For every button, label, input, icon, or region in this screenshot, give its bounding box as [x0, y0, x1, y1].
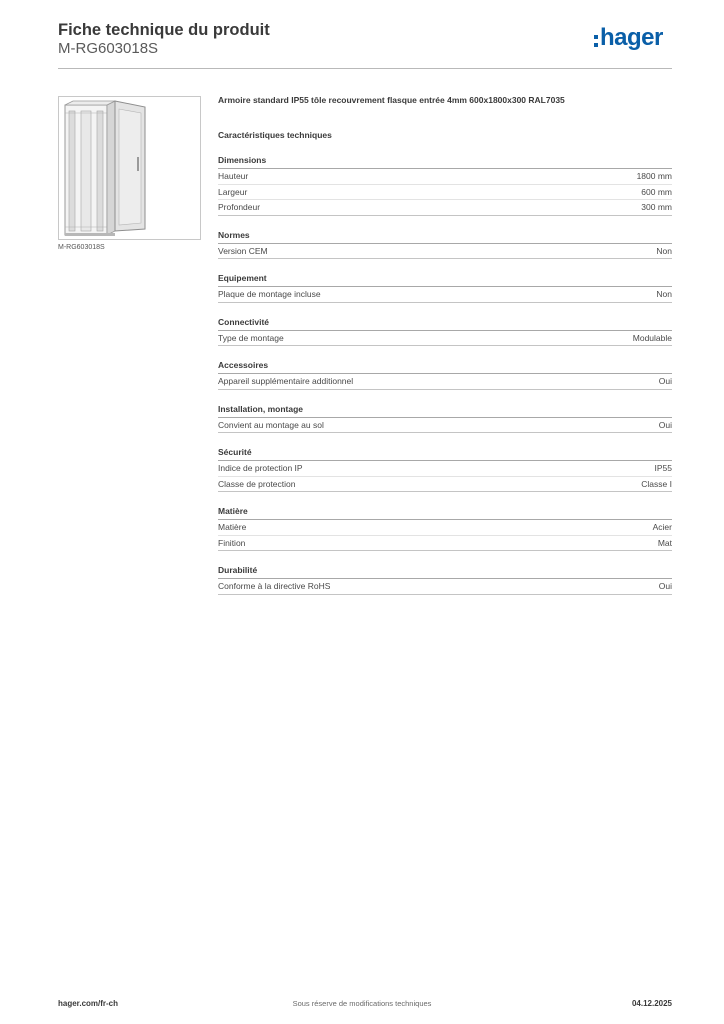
spec-value: IP55 [654, 463, 672, 473]
spec-row [218, 536, 672, 552]
spec-row [218, 579, 672, 595]
spec-group-title: Dimensions [218, 154, 672, 169]
spec-value: 600 mm [641, 186, 672, 197]
spec-group-title: Installation, montage [218, 403, 672, 418]
spec-group [218, 316, 672, 347]
spec-label: Type de montage [218, 332, 284, 343]
logo-text: hager [600, 24, 663, 51]
enclosure-cabinet-icon [59, 97, 200, 239]
spec-value: Oui [658, 581, 672, 591]
spec-group [218, 403, 672, 434]
spec-group-title: Durabilité [218, 564, 672, 579]
spec-row [218, 520, 672, 536]
spec-label: Convient au montage au sol [218, 419, 324, 430]
spec-row [218, 185, 672, 201]
specifications [218, 94, 672, 595]
spec-label: Classe de protection [218, 478, 296, 489]
spec-row [218, 418, 672, 434]
logo-dots-icon [594, 35, 599, 51]
product-reference: M-RG603018S [58, 40, 159, 57]
spec-row [218, 461, 672, 477]
spec-row [218, 200, 672, 216]
spec-value: Modulable [632, 332, 672, 343]
spec-label: Finition [218, 537, 246, 548]
spec-label: Matière [218, 522, 247, 532]
spec-group-title: Matière [218, 505, 672, 520]
product-description: Armoire standard IP55 tôle recouvrement flasque entrée 4mm 600x1800x300 RAL7035 [218, 95, 565, 105]
spec-label: Conforme à la directive RoHS [218, 581, 331, 591]
spec-groups [218, 154, 672, 595]
spec-value: Classe I [641, 478, 672, 489]
spec-row [218, 287, 672, 303]
footer-disclaimer: Sous réserve de modifications techniques [292, 999, 432, 1008]
page-title: Fiche technique du produit [58, 21, 270, 39]
product-image [58, 96, 201, 240]
spec-label: Version CEM [218, 245, 268, 256]
spec-group [218, 505, 672, 551]
spec-value: Acier [652, 522, 672, 532]
spec-label: Indice de protection IP [218, 463, 303, 473]
spec-group [218, 154, 672, 216]
spec-value: 300 mm [641, 202, 672, 212]
spec-label: Largeur [218, 186, 248, 197]
spec-row [218, 331, 672, 347]
spec-value: Oui [658, 419, 672, 430]
footer-date: 04.12.2025 [631, 999, 672, 1008]
spec-group-title: Accessoires [218, 359, 672, 374]
spec-group [218, 564, 672, 595]
spec-label: Appareil supplémentaire additionnel [218, 376, 354, 386]
footer-website: hager.com/fr-ch [58, 999, 119, 1008]
spec-value: Non [656, 245, 672, 256]
header-divider [58, 68, 672, 69]
spec-group [218, 359, 672, 390]
spec-group-title: Normes [218, 229, 672, 244]
spec-group [218, 446, 672, 492]
spec-row [218, 169, 672, 185]
spec-label: Plaque de montage incluse [218, 289, 321, 299]
spec-value: Oui [658, 376, 672, 386]
spec-row [218, 374, 672, 390]
spec-group [218, 272, 672, 303]
spec-label: Hauteur [218, 171, 249, 181]
specs-heading: Caractéristiques techniques [218, 130, 332, 140]
spec-group-title: Connectivité [218, 316, 672, 331]
spec-group-title: Sécurité [218, 446, 672, 461]
spec-row [218, 244, 672, 260]
spec-value: 1800 mm [636, 171, 672, 181]
spec-row [218, 477, 672, 493]
spec-group [218, 229, 672, 260]
spec-value: Non [656, 289, 672, 299]
spec-value: Mat [657, 537, 672, 548]
spec-label: Profondeur [218, 202, 261, 212]
spec-group-title: Equipement [218, 272, 672, 287]
image-caption: M-RG603018S [58, 244, 105, 251]
